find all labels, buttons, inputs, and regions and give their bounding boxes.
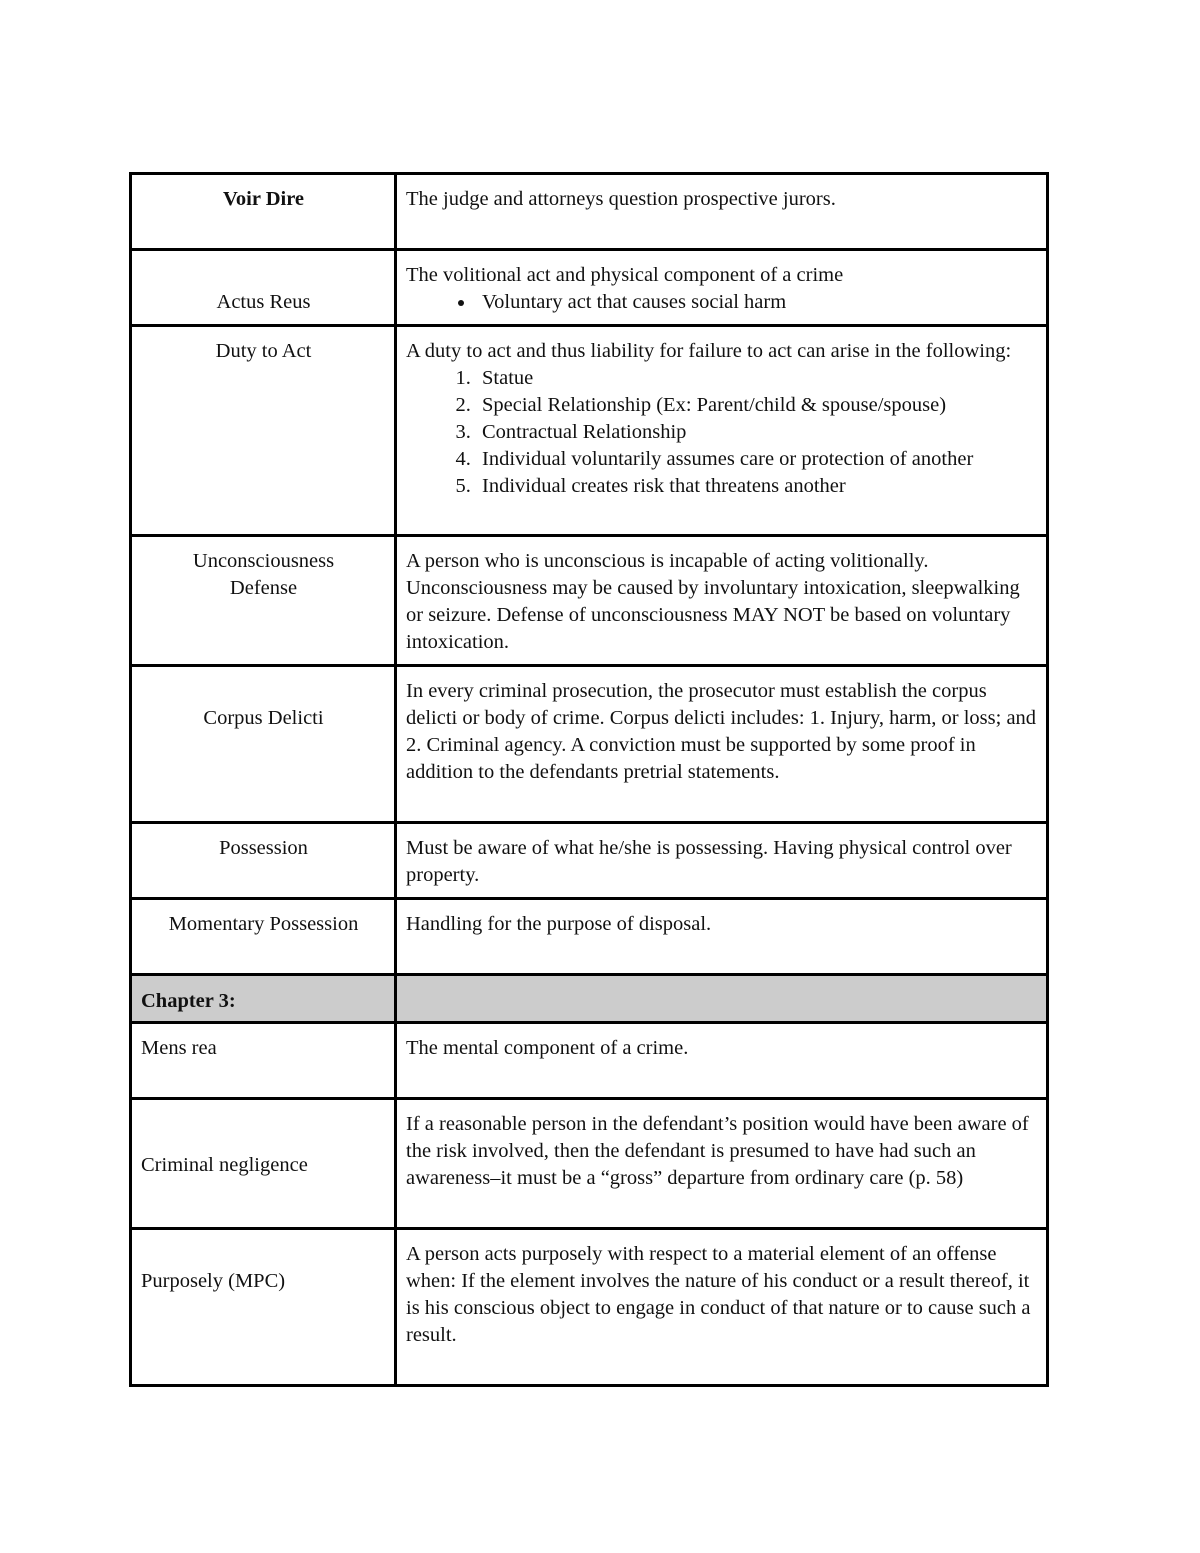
list-item: 2. Special Relationship (Ex: Parent/child & spouse/spouse) (476, 392, 1038, 419)
definition-cell: A person who is unconscious is incapable of acting volitionally. Unconsciousness may be caused by involuntary intoxication, sleepwalking or seizure. Defense of unconsciousness MAY NOT be based on voluntary intoxication. (396, 536, 1048, 666)
terms-table (129, 172, 1049, 1387)
term-cell: Duty to Act (131, 326, 396, 536)
definition-text: A duty to act and thus liability for failure to act can arise in the following: (406, 340, 1012, 362)
bullet-list (406, 289, 1038, 316)
table-row (131, 326, 1048, 536)
term-text: Actus Reus (216, 291, 311, 313)
term-cell (131, 250, 396, 326)
table-row (131, 536, 1048, 666)
table-row (131, 823, 1048, 899)
term-cell: Possession (131, 823, 396, 899)
definition-cell (396, 250, 1048, 326)
term-cell: Mens rea (131, 1023, 396, 1099)
term-text: Purposely (MPC) (141, 1270, 286, 1292)
list-item: • Voluntary act that causes social harm (476, 289, 1038, 316)
term-cell: Criminal negligence (131, 1099, 396, 1229)
term-cell (131, 1229, 396, 1386)
chapter-label: Chapter 3: (131, 975, 396, 1023)
definition-cell: The judge and attorneys question prospective jurors. (396, 174, 1048, 250)
table-row (131, 666, 1048, 823)
table-row (131, 250, 1048, 326)
table-row (131, 1099, 1048, 1229)
list-item: 3. Contractual Relationship (476, 419, 1038, 446)
definition-cell: Must be aware of what he/she is possessing. Having physical control over property. (396, 823, 1048, 899)
list-item: 5. Individual creates risk that threatens another (476, 473, 1038, 500)
table-row (131, 174, 1048, 250)
definition-cell: Handling for the purpose of disposal. (396, 899, 1048, 975)
definition-cell: A person acts purposely with respect to a material element of an offense when: If the element involves the nature of his conduct or a result thereof, it is his conscious object to engage in conduct of that nature or to cause such a result. (396, 1229, 1048, 1386)
term-text: Corpus Delicti (203, 707, 324, 729)
term-cell (131, 536, 396, 666)
term-cell (131, 666, 396, 823)
term-cell: Voir Dire (131, 174, 396, 250)
definition-cell (396, 326, 1048, 536)
definition-cell: In every criminal prosecution, the prosecutor must establish the corpus delicti or body of crime. Corpus delicti includes: 1. Injury, harm, or loss; and 2. Criminal agency. A conviction must be supported by some proof in addition to the defendants pretrial statements. (396, 666, 1048, 823)
table-row (131, 899, 1048, 975)
numbered-list (406, 365, 1038, 500)
chapter-header-row (131, 975, 1048, 1023)
chapter-empty-cell (396, 975, 1048, 1023)
table-row (131, 1229, 1048, 1386)
definition-cell: If a reasonable person in the defendant’s position would have been aware of the risk involved, then the defendant is presumed to have had such an awareness–it must be a “gross” departure from ordinary care (p. 58) (396, 1099, 1048, 1229)
list-item: 1. Statue (476, 365, 1038, 392)
definition-cell: The mental component of a crime. (396, 1023, 1048, 1099)
definition-text: The volitional act and physical component of a crime (406, 264, 844, 286)
table-row (131, 1023, 1048, 1099)
list-item: 4. Individual voluntarily assumes care or protection of another (476, 446, 1038, 473)
term-text: Unconsciousness Defense (192, 550, 335, 599)
term-cell: Momentary Possession (131, 899, 396, 975)
